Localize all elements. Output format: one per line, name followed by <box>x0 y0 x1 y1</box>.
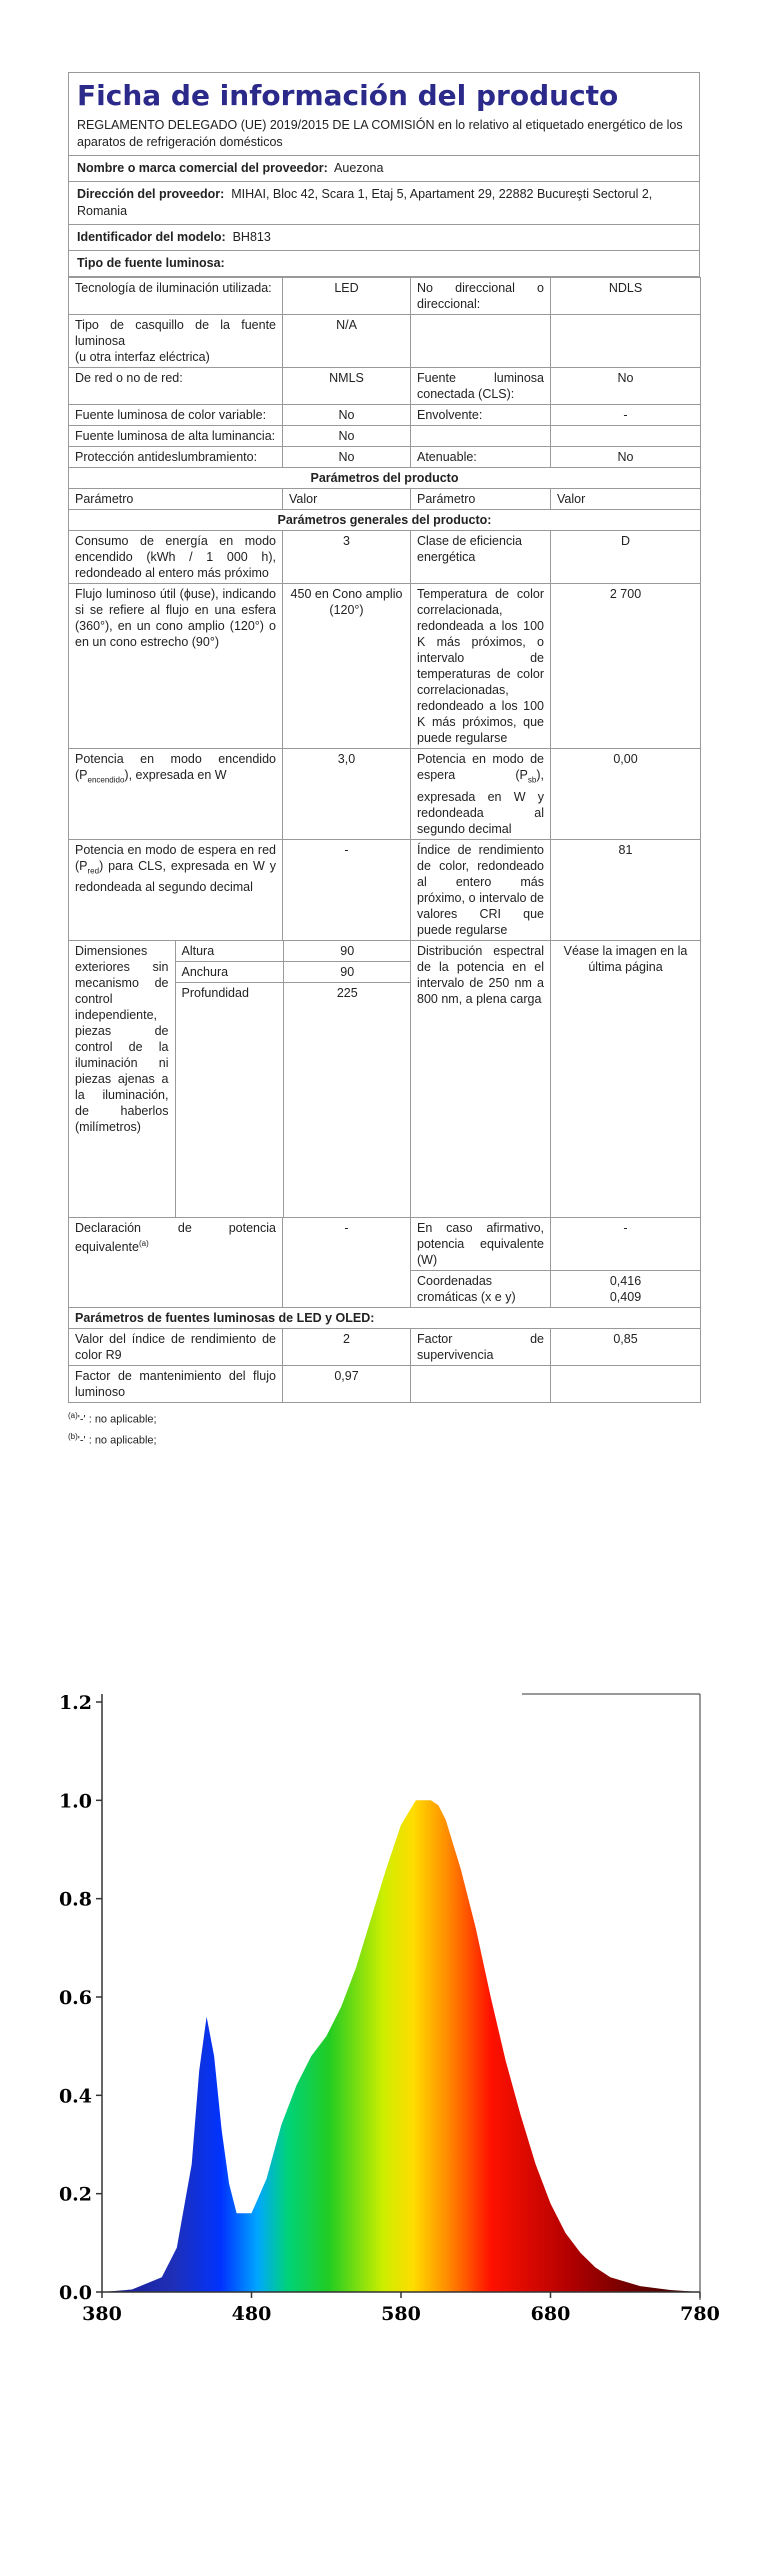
supplier-name-value: Auezona <box>334 161 384 175</box>
table-row <box>69 1365 701 1402</box>
param-label: Envolvente: <box>411 405 551 426</box>
param-label: Protección antideslumbramiento: <box>69 447 283 468</box>
table-row <box>69 940 701 1217</box>
standby-power-sub: sb <box>527 775 537 785</box>
luminous-flux-value: 450 en Cono amplio (120°) <box>283 584 411 749</box>
header-box <box>68 72 700 156</box>
network-standby-value: - <box>283 839 411 940</box>
param-value: LED <box>283 278 411 315</box>
param-value: No <box>283 426 411 447</box>
param-label: No direccional o direccional: <box>411 278 551 315</box>
param-label: Atenuable: <box>411 447 551 468</box>
cri-label: Índice de rendimiento de color, redondeado al entero más próximo, o intervalo de valores CRI que puede regularse <box>411 839 551 940</box>
supplier-name-label: Nombre o marca comercial del proveedor: <box>77 161 328 175</box>
section-row <box>69 468 701 489</box>
param-label: Fuente luminosa de color variable: <box>69 405 283 426</box>
col-header-param: Parámetro <box>69 489 283 510</box>
x-tick-label: 780 <box>680 2303 720 2325</box>
energy-consumption-value: 3 <box>283 531 411 584</box>
dim-height-label: Altura <box>175 941 283 962</box>
product-params-heading: Parámetros del producto <box>69 468 701 489</box>
table-row <box>69 368 701 405</box>
equivalent-power-text: Declaración de potencia equivalente <box>75 1220 276 1254</box>
efficiency-class-value: D <box>551 531 701 584</box>
plot-area <box>59 1692 720 2325</box>
table-row <box>69 531 701 584</box>
y-tick-label: 0.0 <box>58 2282 92 2304</box>
supplier-address-label: Dirección del proveedor: <box>77 187 225 201</box>
spectral-distribution-label: Distribución espectral de la potencia en el intervalo de 250 nm a 800 nm, a plena carga <box>411 940 551 1217</box>
on-mode-power-text-end: ), expresada en W <box>124 768 227 782</box>
base-type-sublabel: (u otra interfaz eléctrica) <box>75 350 210 364</box>
table-row <box>69 447 701 468</box>
y-tick-label: 0.6 <box>58 1987 92 2009</box>
energy-consumption-label: Consumo de energía en modo encendido (kWh / 1 000 h), redondeado al entero más próximo <box>69 531 283 584</box>
chromaticity-y: 0,409 <box>609 1289 642 1304</box>
dim-height-value: 90 <box>283 941 411 962</box>
on-mode-power-value: 3,0 <box>283 749 411 840</box>
dimensions-table <box>69 941 411 1217</box>
footnote-a-text: '-' : no aplicable; <box>77 1413 157 1426</box>
dim-depth-label: Profundidad <box>175 982 283 1217</box>
spectrum-area <box>102 1800 700 2292</box>
footnote-b-mark: (b) <box>68 1432 78 1442</box>
r9-label: Valor del índice de rendimiento de color R9 <box>69 1328 283 1365</box>
x-tick-label: 580 <box>381 2303 421 2325</box>
footnote-b-text: '-' : no aplicable; <box>77 1434 157 1447</box>
lumen-maintenance-value: 0,97 <box>283 1365 411 1402</box>
survival-factor-label: Factor de supervivencia <box>411 1328 551 1365</box>
equivalent-watt-value: - <box>551 1217 701 1270</box>
lumen-maintenance-label: Factor de mantenimiento del flujo luminoso <box>69 1365 283 1402</box>
page-title: Ficha de información del producto <box>77 79 619 112</box>
dim-width-value: 90 <box>283 961 411 982</box>
on-mode-power-label <box>69 749 283 840</box>
chromaticity-label: Coordenadas cromáticas (x e y) <box>411 1270 551 1307</box>
base-type-label: Tipo de casquillo de la fuente luminosa <box>75 318 276 348</box>
spectral-distribution-value: Véase la imagen en la última página <box>551 940 701 1217</box>
param-value: No <box>551 368 701 405</box>
section-row <box>69 1307 701 1328</box>
footnotes <box>68 1407 700 1450</box>
footnote-a <box>68 1407 700 1429</box>
model-label: Identificador del modelo: <box>77 230 226 244</box>
table-row <box>69 1217 701 1270</box>
standby-power-value: 0,00 <box>551 749 701 840</box>
col-header-value: Valor <box>551 489 701 510</box>
equivalent-watt-label: En caso afirmativo, potencia equivalente (W) <box>411 1217 551 1270</box>
param-label: Tecnología de iluminación utilizada: <box>69 278 283 315</box>
network-standby-label <box>69 839 283 940</box>
footnote-a-mark: (a) <box>68 1410 78 1420</box>
param-label: De red o no de red: <box>69 368 283 405</box>
param-label: Fuente luminosa de alta luminancia: <box>69 426 283 447</box>
supplier-address-value: MIHAI, Bloc 42, Scara 1, Etaj 5, Apartament 29, 22882 Bucureşti Sectorul 2, Romania <box>77 187 653 218</box>
param-value: No <box>283 447 411 468</box>
param-label <box>69 315 283 368</box>
section-row <box>69 510 701 531</box>
product-info-sheet <box>68 72 700 1450</box>
y-tick-label: 0.2 <box>58 2183 92 2206</box>
empty-cell <box>551 1365 701 1402</box>
supplier-address-row <box>68 182 700 225</box>
dim-width-label: Anchura <box>175 961 283 982</box>
light-source-heading: Tipo de fuente luminosa: <box>77 256 225 270</box>
dimensions-label: Dimensiones exteriores sin mecanismo de control independiente, piezas de control de la iluminación ni piezas ajenas a la iluminación, de haberlos (milímetros) <box>69 941 175 1217</box>
survival-factor-value: 0,85 <box>551 1328 701 1365</box>
standby-power-text-end: ), expresada en W y redondeada al segundo decimal <box>417 768 544 836</box>
table-row <box>69 315 701 368</box>
column-header-row <box>69 489 701 510</box>
y-tick-label: 0.8 <box>58 1888 92 1911</box>
equivalent-power-label <box>69 1217 283 1307</box>
table-row <box>69 839 701 940</box>
model-row <box>68 225 700 251</box>
table-row <box>69 1328 701 1365</box>
col-header-value: Valor <box>283 489 411 510</box>
y-tick-label: 0.4 <box>58 2085 92 2108</box>
chromaticity-x: 0,416 <box>609 1273 642 1288</box>
table-row <box>69 405 701 426</box>
param-label: Fuente luminosa conectada (CLS): <box>411 368 551 405</box>
param-value: NDLS <box>551 278 701 315</box>
param-value: N/A <box>283 315 411 368</box>
chromaticity-value <box>551 1270 701 1307</box>
param-label <box>411 426 551 447</box>
x-tick-label: 380 <box>82 2303 122 2325</box>
equivalent-power-value: - <box>283 1217 411 1307</box>
y-tick-label: 1.0 <box>58 1790 92 1813</box>
color-temperature-value: 2 700 <box>551 584 701 749</box>
cri-value: 81 <box>551 839 701 940</box>
standby-power-text: Potencia en modo de espera (P <box>417 752 544 782</box>
param-value <box>551 315 701 368</box>
dim-depth-value: 225 <box>283 982 411 1217</box>
r9-value: 2 <box>283 1328 411 1365</box>
col-header-param: Parámetro <box>411 489 551 510</box>
spectrum-chart <box>40 1680 720 2340</box>
led-params-heading: Parámetros de fuentes luminosas de LED y OLED: <box>69 1307 701 1328</box>
dimensions-cell <box>69 940 411 1217</box>
light-source-heading-row <box>68 251 700 277</box>
param-value: NMLS <box>283 368 411 405</box>
x-tick-label: 480 <box>231 2303 272 2325</box>
param-value <box>551 426 701 447</box>
x-tick-label: 680 <box>530 2303 571 2325</box>
efficiency-class-label: Clase de eficiencia energética <box>411 531 551 584</box>
regulation-subtitle: REGLAMENTO DELEGADO (UE) 2019/2015 DE LA COMISIÓN en lo relativo al etiquetado energético de los aparatos de refrigeración domésticos <box>77 118 683 149</box>
table-row <box>69 749 701 840</box>
spectrum-svg <box>40 1680 720 2340</box>
param-value: No <box>551 447 701 468</box>
model-value: BH813 <box>232 230 271 244</box>
empty-cell <box>411 1365 551 1402</box>
table-row <box>69 584 701 749</box>
luminous-flux-label: Flujo luminoso útil (ϕuse), indicando si se refiere al flujo en una esfera (360°), en un cono amplio (120°) o en un cono estrecho (90°) <box>69 584 283 749</box>
on-mode-power-sub: encendido <box>87 775 125 785</box>
param-label <box>411 315 551 368</box>
param-value: - <box>551 405 701 426</box>
supplier-name-row <box>68 156 700 182</box>
network-standby-sub: red <box>87 866 100 875</box>
y-tick-label: 1.2 <box>58 1692 92 1714</box>
network-standby-text-end: ) para CLS, expresada en W y redondeada al segundo decimal <box>75 858 276 894</box>
footnote-mark: (a) <box>138 1238 149 1248</box>
table-row <box>69 426 701 447</box>
standby-power-label <box>411 749 551 840</box>
footnote-b <box>68 1428 700 1450</box>
on-mode-power-text: Potencia en modo encendido (P <box>75 752 276 782</box>
network-standby-text: Potencia en modo de espera en red (P <box>75 842 276 873</box>
table-row <box>69 278 701 315</box>
color-temperature-label: Temperatura de color correlacionada, redondeada a los 100 K más próximos, o intervalo de temperaturas de color correlacionadas, redondeado a los 100 K más próximos, que puede regularse <box>411 584 551 749</box>
param-value: No <box>283 405 411 426</box>
light-source-table <box>68 277 701 1403</box>
general-params-heading: Parámetros generales del producto: <box>69 510 701 531</box>
